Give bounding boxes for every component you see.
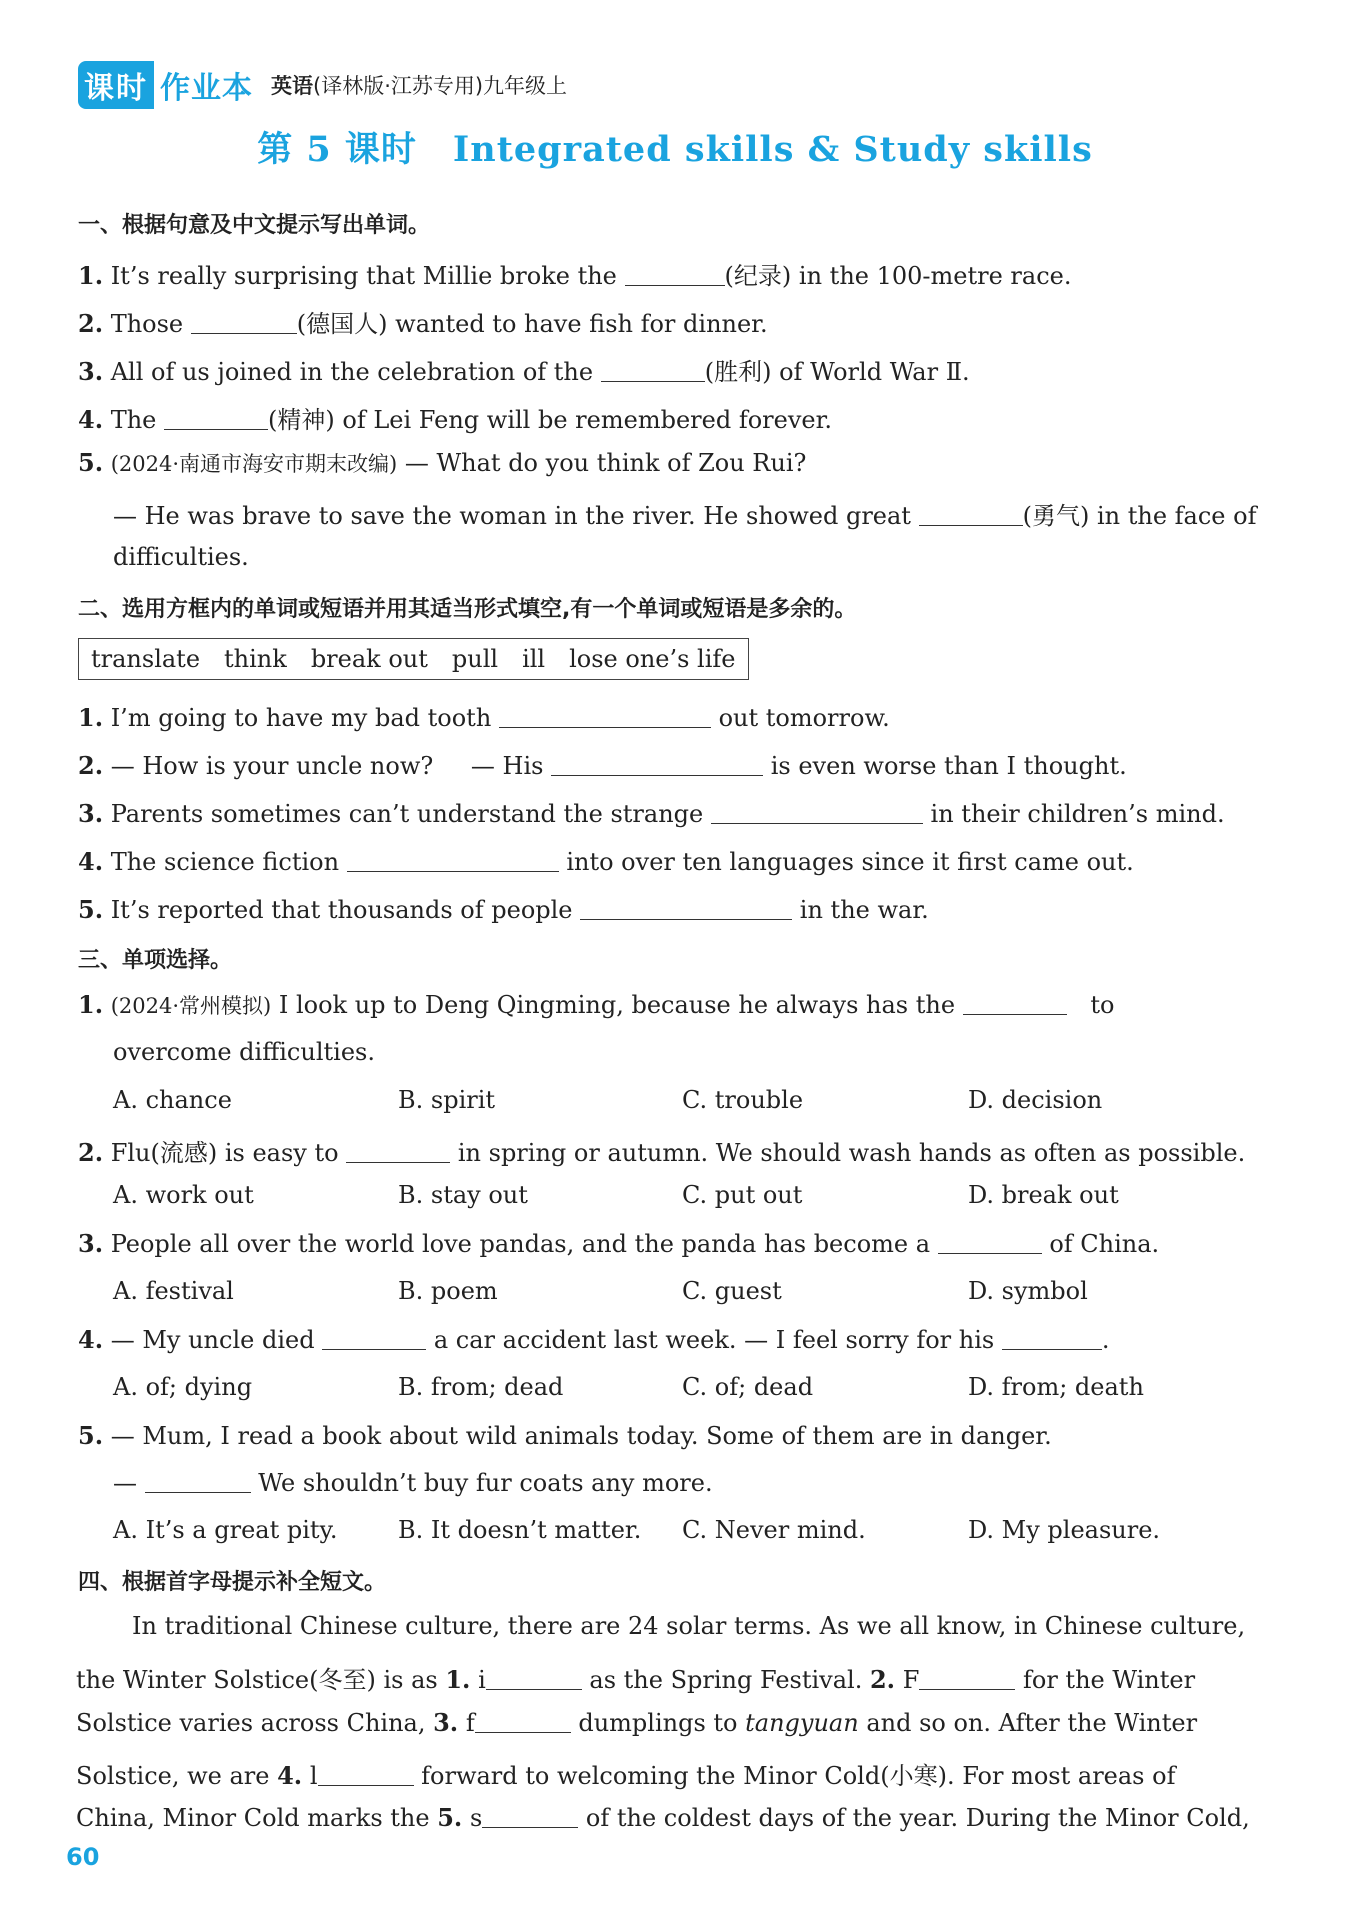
page-header (78, 62, 567, 108)
section1-heading: 一、根据句意及中文提示写出单词。 (78, 213, 431, 238)
word-option: pull (451, 645, 499, 673)
s3-item-1-line2: overcome difficulties. (113, 1038, 375, 1066)
logo-text: 作业本 (160, 71, 253, 106)
answer-blank[interactable] (580, 895, 792, 920)
source-tag: (2024·南通市海安市期末改编) (110, 452, 398, 476)
s3-item-1: 1. (2024·常州模拟) I look up to Deng Qingming, because he always has the to (78, 990, 1115, 1019)
s2-item-2: 2. — How is your uncle now? — His is even worse than I thought. (78, 751, 1127, 780)
choice-c[interactable]: C. put out (682, 1181, 803, 1209)
s3-item-5-line2: — We shouldn’t buy fur coats any more. (113, 1469, 713, 1497)
word-option: think (224, 645, 287, 673)
answer-blank[interactable] (919, 1665, 1015, 1690)
choice-d[interactable]: D. break out (968, 1181, 1119, 1209)
logo-mark: 课时 (78, 61, 154, 109)
lesson-topic: Integrated skills & Study skills (452, 129, 1093, 170)
choice-d[interactable]: D. from; death (968, 1373, 1144, 1401)
word-option: translate (91, 645, 201, 673)
passage-line-2: the Winter Solstice(冬至) is as 1. i as the Spring Festival. 2. F for the Winter (76, 1665, 1196, 1694)
s2-item-1: 1. I’m going to have my bad tooth out tomorrow. (78, 703, 890, 732)
page-number: 60 (66, 1843, 100, 1871)
choice-d[interactable]: D. My pleasure. (968, 1516, 1161, 1544)
answer-blank[interactable] (191, 309, 297, 334)
choice-b[interactable]: B. spirit (398, 1086, 496, 1114)
passage-line-5: China, Minor Cold marks the 5. s of the coldest days of the year. During the Minor Cold, (76, 1803, 1250, 1832)
choice-b[interactable]: B. It doesn’t matter. (398, 1516, 642, 1544)
word-option: ill (522, 645, 546, 673)
answer-blank[interactable] (919, 501, 1023, 526)
answer-blank[interactable] (1002, 1325, 1102, 1350)
s1-item-2: 2. Those (德国人) wanted to have fish for dinner. (78, 309, 768, 338)
section2-heading: 二、选用方框内的单词或短语并用其适当形式填空,有一个单词或短语是多余的。 (78, 597, 857, 622)
choice-b[interactable]: B. stay out (398, 1181, 528, 1209)
word-option: lose one’s life (569, 645, 736, 673)
s3-item-3: 3. People all over the world love pandas, and the panda has become a of China. (78, 1229, 1160, 1258)
word-box (78, 638, 749, 680)
choice-c[interactable]: C. of; dead (682, 1373, 814, 1401)
word-option: break out (310, 645, 428, 673)
answer-blank[interactable] (322, 1325, 426, 1350)
answer-blank[interactable] (963, 990, 1067, 1015)
choice-a[interactable]: A. work out (113, 1181, 254, 1209)
s2-item-3: 3. Parents sometimes can’t understand the strange in their children’s mind. (78, 799, 1225, 828)
answer-blank[interactable] (482, 1803, 578, 1828)
choice-a[interactable]: A. It’s a great pity. (113, 1516, 338, 1544)
answer-blank[interactable] (625, 261, 725, 286)
answer-blank[interactable] (499, 703, 711, 728)
choice-d[interactable]: D. decision (968, 1086, 1103, 1114)
choice-c[interactable]: C. trouble (682, 1086, 804, 1114)
answer-blank[interactable] (475, 1708, 571, 1733)
choice-a[interactable]: A. festival (113, 1277, 234, 1305)
lesson-title (0, 122, 1350, 172)
answer-blank[interactable] (346, 1138, 450, 1163)
answer-blank[interactable] (318, 1761, 414, 1786)
answer-blank[interactable] (711, 799, 923, 824)
s1-item-5-line2: — He was brave to save the woman in the river. He showed great (勇气) in the face of (113, 502, 1257, 530)
answer-blank[interactable] (145, 1468, 251, 1493)
brand-logo (78, 61, 253, 109)
s1-item-3: 3. All of us joined in the celebration of the (胜利) of World War Ⅱ. (78, 357, 970, 386)
choice-a[interactable]: A. of; dying (113, 1373, 253, 1401)
passage-line-4: Solstice, we are 4. l forward to welcoming the Minor Cold(小寒). For most areas of (76, 1761, 1176, 1790)
source-tag: (2024·常州模拟) (110, 994, 272, 1018)
answer-blank[interactable] (486, 1665, 582, 1690)
passage-line-1: In traditional Chinese culture, there are 24 solar terms. As we all know, in Chinese culture, (132, 1612, 1246, 1640)
choice-d[interactable]: D. symbol (968, 1277, 1088, 1305)
answer-blank[interactable] (601, 357, 705, 382)
answer-blank[interactable] (164, 405, 268, 430)
edition: (译林版·江苏专用)九年级上 (313, 74, 568, 98)
choice-c[interactable]: C. guest (682, 1277, 782, 1305)
s3-item-4: 4. — My uncle died a car accident last week. — I feel sorry for his . (78, 1325, 1110, 1354)
lesson-number: 第 5 课时 (257, 129, 417, 170)
s1-item-5: 5. (2024·南通市海安市期末改编) — What do you think of Zou Rui? (78, 448, 807, 477)
section3-heading: 三、单项选择。 (78, 948, 233, 973)
answer-blank[interactable] (551, 751, 763, 776)
passage-line-3: Solstice varies across China, 3. f dumplings to tangyuan and so on. After the Winter (76, 1708, 1198, 1737)
s1-item-1: 1. It’s really surprising that Millie broke the (纪录) in the 100-metre race. (78, 261, 1072, 290)
choice-b[interactable]: B. from; dead (398, 1373, 564, 1401)
subject: 英语 (271, 74, 313, 98)
s1-item-4: 4. The (精神) of Lei Feng will be remembered forever. (78, 405, 833, 434)
s1-item-5-line3: difficulties. (113, 543, 249, 571)
choice-b[interactable]: B. poem (398, 1277, 498, 1305)
answer-blank[interactable] (938, 1229, 1042, 1254)
s2-item-4: 4. The science fiction into over ten languages since it first came out. (78, 847, 1134, 876)
s3-item-5: 5. — Mum, I read a book about wild animals today. Some of them are in danger. (78, 1421, 1052, 1450)
s3-item-2: 2. Flu(流感) is easy to in spring or autumn. We should wash hands as often as possible. (78, 1138, 1246, 1167)
choice-c[interactable]: C. Never mind. (682, 1516, 866, 1544)
choice-a[interactable]: A. chance (113, 1086, 232, 1114)
s2-item-5: 5. It’s reported that thousands of people in the war. (78, 895, 929, 924)
section4-heading: 四、根据首字母提示补全短文。 (78, 1570, 387, 1595)
book-subtitle (271, 70, 567, 100)
answer-blank[interactable] (347, 847, 559, 872)
